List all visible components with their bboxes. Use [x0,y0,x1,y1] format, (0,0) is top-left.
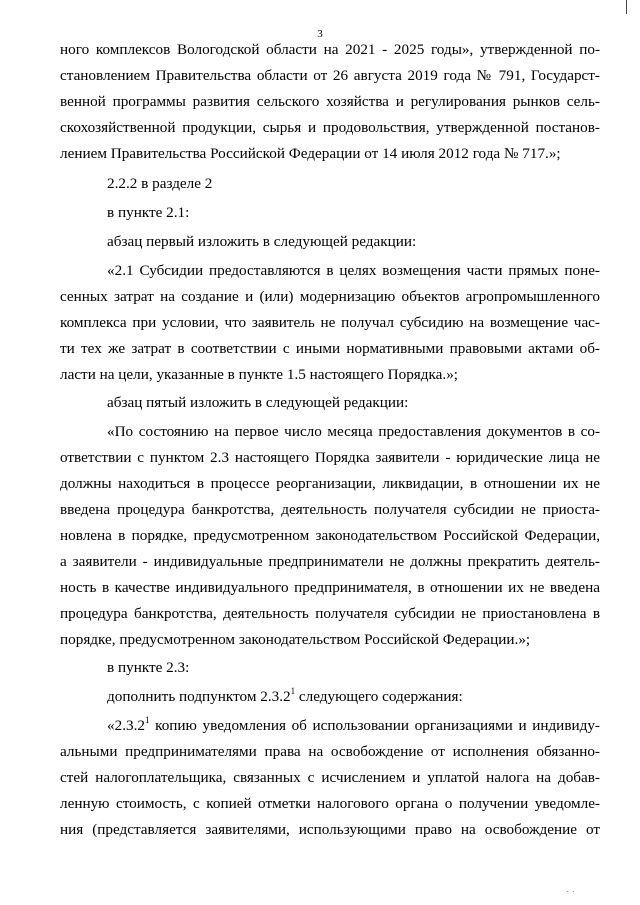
text-line [107,685,600,706]
text-line: комплекса при условии, что заявитель не получал субсидию на возмещение час- [60,314,600,331]
text-segment: копию уведомления об использовании организациями и индивиду- [149,717,600,734]
text-line: а заявители - индивидуальные предприниматели не должны прекратить деятель- [60,553,600,570]
text-line: порядке, предусмотренном законодательством Российской Федерации.»; [60,631,531,648]
text-line: должны находиться в процессе реорганизации, ликвидации, в отношении их не [60,475,600,492]
page-number: 3 [317,28,323,40]
text-line: «По состоянию на первое число месяца предоставления документов в со- [107,423,600,440]
text-line: становлением Правительства области от 26 августа 2019 года № 791, Государст- [60,67,600,84]
text-line: новлена в порядке, предусмотренном законодательством Российской Федерации, [60,527,600,544]
text-line: ласти на цели, указанные в пункте 1.5 настоящего Порядка.»; [60,366,459,383]
text-line: венной программы развития сельского хозяйства и регулирования рынков сель- [60,93,600,110]
superscript: 1 [144,714,150,725]
text-line: абзац первый изложить в следующей редакции: [107,233,417,250]
text-line: «2.1 Субсидии предоставляются в целях возмещения части прямых поне- [107,262,600,279]
text-line: ленную стоимость, с копией отметки налогового органа о получении уведомле- [60,795,600,812]
superscript: 1 [290,685,296,696]
text-line: ного комплексов Вологодской области на 2021 - 2025 годы», утвержденной по- [60,41,600,58]
text-line: абзац пятый изложить в следующей редакции: [107,394,409,411]
text-line: ния (представляется заявителями, использующими право на освобождение от [60,821,600,838]
text-line: стей налогоплательщика, связанных с исчислением и уплатой налога на добав- [60,769,600,786]
text-line: лением Правительства Российской Федерации от 14 июля 2012 года № 717.»; [60,145,561,162]
text-line [107,714,600,735]
text-line: в пункте 2.1: [107,204,190,221]
text-line: ответствии с пунктом 2.3 настоящего Порядка заявители - юридические лица не [60,449,600,466]
text-line: сенных затрат на создание и (или) модернизацию объектов агропромышленного [60,288,600,305]
text-segment: дополнить подпунктом 2.3.2 [107,688,291,705]
text-line: в пункте 2.3: [107,659,190,676]
text-line: введена процедура банкротства, деятельность получателя субсидии не приоста- [60,501,600,518]
text-line: ность в качестве индивидуального предпринимателя, в отношении их не введена [60,579,600,596]
text-line: скохозяйственной продукции, сырья и продовольствия, утвержденной постанов- [60,119,600,136]
text-segment: «2.3.2 [107,717,145,734]
text-line: процедура банкротства, деятельность получателя субсидии не приостановлена в [60,605,600,622]
scan-marks: · · [566,888,576,896]
text-segment: следующего содержания: [295,688,463,705]
text-line: 2.2.2 в разделе 2 [107,175,213,192]
text-line: ти тех же затрат в соответствии с иными нормативными правовыми актами об- [60,340,600,357]
scan-edge-mark [626,0,627,14]
text-line: альными предпринимателями права на освобождение от исполнения обязанно- [60,743,600,760]
